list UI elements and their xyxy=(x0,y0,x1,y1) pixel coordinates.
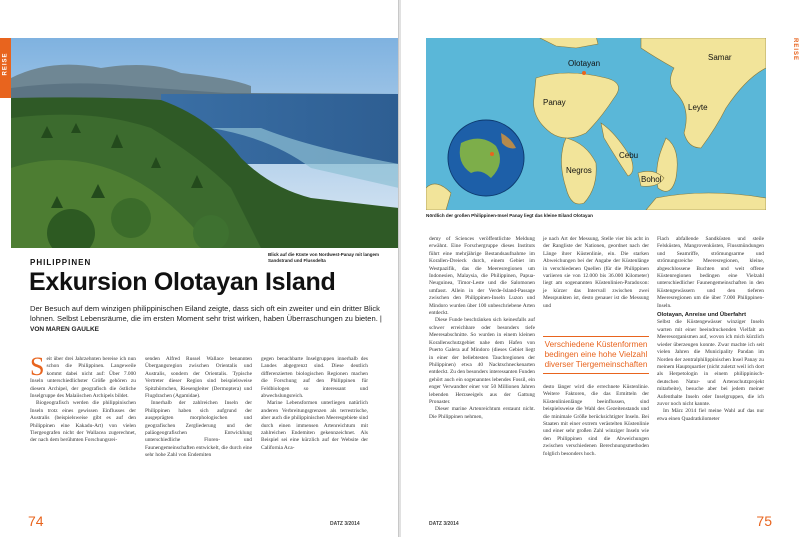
footer-left: DATZ 3/2014 xyxy=(330,521,360,527)
pull-quote-rule-top xyxy=(543,336,649,337)
label-olotayan: Olotayan xyxy=(568,59,601,68)
section-tab-left: REISE xyxy=(0,38,11,98)
map-caption: Nördlich der großen Philippinen-Insel Panay liegt das kleine Eiland Olotayan xyxy=(426,213,593,218)
left-column-2: senden Alfred Russel Wallace benannten Übergangsregion zwischen Orientalis und Australis, sondern der Orientalis. Typische Vertreter dieser Region sind beispielsweise Spitzhörnchen, Riesengleiter (Dermoptera) und Flugdrachen (Agamidae). Innerhalb der zahlreichen Inseln der Philippinen haben sich aufgrund der ausgeprägten morphologischen und geografischen Zergliederung und der paläogeografischen Entwicklung unterschiedliche Floren- und Faunengemeinschaften entwickelt, die durch eine sehr hohe Zahl von Endemiten xyxy=(145,356,252,459)
right-column-1: demy of Sciences veröffentlichte Meldung erwähnt. Eine Forschergruppe dieses Instituts führt eine mehrjährige Bestandsaufnahme im Korallen-Dreieck durch, einem Gebiet im Westpazifik, das die Meeresregionen um Indonesien, Malaysia, die Philippinen, Papua-Neuguinea, Timor-Leste und die Salomonen umfasst. Allein in der Verde-Island-Passage zwischen den Philippinen-Inseln Luzon und Mindoro wurden über 100 unbeschriebene Arten entdeckt. Diese Funde beschränken sich keinesfalls auf schwer erreichbare oder besonders tiefe Meeresabschnitte. So wurden in einem kleinen Korallenschutzgebiet nahe dem Hafen von Puerto Galera auf Mindoro (dieses Gebiet liegt in einer der beliebtesten Tauchregionen der Philippinen) etwa 40 Nacktschneckenarten entdeckt. Zu den besonders interessanten Funden gehört auch ein sogenanntes lebendes Fossil, ein enger Verwandter einer vor 50 Millionen Jahren lebenden Herzseeigels aus der Gattung Pronaster. Dieser marine Artenreichtum erstaunt nicht. Die Philippinen nehmen, xyxy=(429,236,535,420)
photo-caption: Blick auf die Küste von Nordwest-Panay mit langem Sandstrand und Flussdelta xyxy=(268,252,380,263)
right-page xyxy=(401,0,800,537)
pull-quote-rule-bottom xyxy=(543,373,649,374)
label-bohol: Bohol xyxy=(641,175,662,184)
author-byline: VON MAREN GAULKE xyxy=(30,326,99,333)
olotayan-marker xyxy=(582,71,586,75)
right-column-2: je nach Art der Messung, Stelle vier bis acht in der Rangliste der Nationen, geordnet nach der Länge ihrer Küstenlinie, ein. Die starken Abweichungen bei der Angabe der Küstenlänge in verschiedenen Quellen (für die Philippinen variieren sie von 12.000 bis 36.000 Kilometer) liegt am sogenannten Küstenlinien-Paradoxon: je kürzer das Intervall zwischen zwei Messpunkten ist, desto genauer ist die Messung und xyxy=(543,236,649,309)
label-leyte: Leyte xyxy=(688,103,708,112)
label-negros: Negros xyxy=(566,166,592,175)
map-graphic xyxy=(426,38,766,210)
left-column-1: S eit über drei Jahrzehnten bereise ich nun schon die Philippinen. Langeweile kommt dabei nicht auf: Über 7.000 Inseln unterschiedlichster Größe gehören zu diesem Archipel, der geografisch die östliche Inselgruppe des Malaiischen Archipels bildet. Biogeografisch werden die philippinischen Inseln trotz eines gewissen Einflusses der Australis (beispielsweise gibt es auf den Philippinen eine Kakadu-Art) von vielen Tiergeografen nicht der Wallacea zugerechnet, der nach dem berühmten Forschungsrei- xyxy=(30,352,136,444)
dropcap: S xyxy=(30,352,45,381)
page-number-right: 75 xyxy=(756,513,772,529)
coast-photo-image xyxy=(11,38,399,248)
article-title: Exkursion Olotayan Island xyxy=(29,268,336,296)
left-column-3: gegen benachbarte Inselgruppen innerhalb des Landes abgegrenzt sind. Diese deutlich differenzierten biologischen Regionen machen die Forschung auf den Philippinen für Feldbiologen so interessant und abwechslungsreich. Marine Lebensformen unterliegen natürlich anderen Verbreitungsgrenzen als terrestrische, aber auch die philippinischen Meeresgebiete sind durch einen immensen Artenreichtum mit zahlreichen Endemiten gekennzeichnet. Als Beispiel sei eine kürzlich auf der Website der California Aca- xyxy=(261,356,368,451)
kicker: PHILIPPINEN xyxy=(30,258,92,267)
label-panay: Panay xyxy=(543,98,566,107)
philippines-map xyxy=(426,38,766,210)
footer-right: DATZ 3/2014 xyxy=(429,521,459,527)
subheading: Olotayan, Anreise und Überfahrt xyxy=(657,312,747,319)
page-number-left: 74 xyxy=(28,513,44,529)
left-page xyxy=(0,0,399,537)
coast-photo xyxy=(11,38,399,248)
lead-paragraph: Der Besuch auf dem winzigen philippinischen Eiland zeigte, dass sich oft ein zweiter und ein dritter Blick lohnen. Selbst Lebensräume, die im ersten Moment sehr trist wirken, haben Überraschungen zu bieten. | VON MAREN GAULKE xyxy=(30,304,382,333)
label-cebu: Cebu xyxy=(619,151,639,160)
right-column-3: Flach abfallende Sandküsten und steile Felsküsten, Mangrovenküsten, Flussmündungen und Seamriffe, strömungsarme und strömungsreiche Meeresregionen, kleine, abgeschlossene Buchten und weit offene Küstenregionen bedingen eine Vielzahl unterschiedlicher Faunengemeinschaften in den Küstengewässern und den tieferen Meeresregionen um die über 7.000 Philippinen-Inseln. Olotayan, Anreise und Überfahrt Selbst die Küstengewässer winziger Inseln warten mit einer beeindruckenden Vielfalt an Meeresorganismen auf, wovon ich mich kürzlich wieder überzeugen konnte. Zwar machte ich seit vielen Jahren die Municipality Pandan im Norden der zentralphilippinischen Insel Panay zu meinem Hauptquartier (nicht zuletzt weil ich dort als Herpetologin in einem philippinisch-deutschen Natur- und Artenschutzprojekt mitarbeite), besuche aber bei jedem meiner Aufenthalte Inseln oder Inselgruppen, die ich zuvor noch nicht kannte. Im März 2014 fiel meine Wahl auf das nur etwa einen Quadratkilometer xyxy=(657,236,764,422)
right-column-2-continued: desto länger wird die errechnete Küstenlinie. Weitere Faktoren, die das Ermitteln der Küstenlinienlänge beeinflussen, sind beispielsweise die Wahl des Gezeitenstands und die minimale Größe berücksichtigter Inseln. Bei Staaten mit einer extrem verästelten Küstenlinie und einer sehr großen Zahl winziger Inseln wie den Philippinen sind die Abweichungen zwischen verschiedenen Berechnungsmethoden folglich besonders hoch. xyxy=(543,384,649,457)
label-samar: Samar xyxy=(708,53,732,62)
pull-quote: Verschiedene Küstenformen bedingen eine hohe Vielzahl diverser Tiergemeinschaften xyxy=(543,340,649,370)
section-tab-right: REISE xyxy=(792,38,798,62)
